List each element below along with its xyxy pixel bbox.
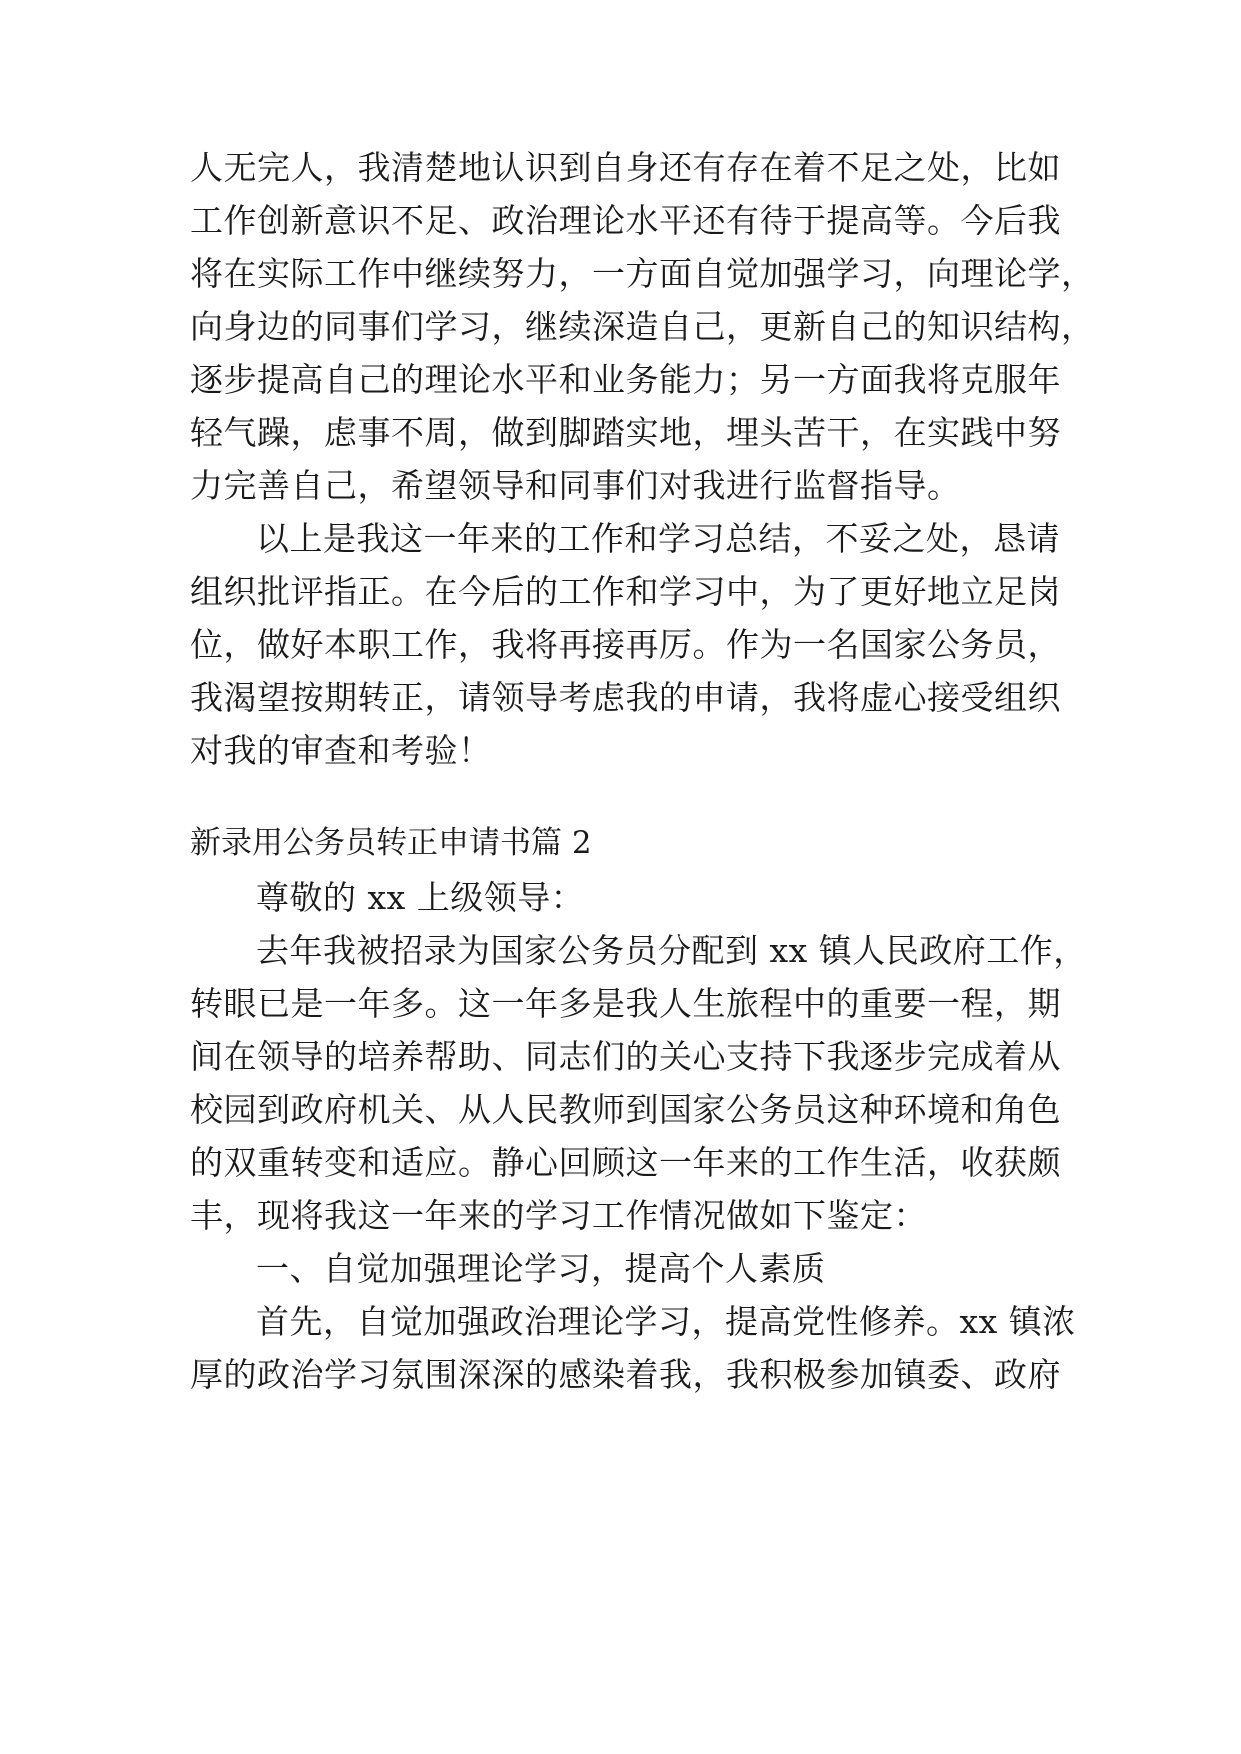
paragraph-line: 位，做好本职工作，我将再接再厉。作为一名国家公务员， [190,625,1061,664]
paragraph-line: 我渴望按期转正，请领导考虑我的申请，我将虚心接受组织 [190,678,1061,717]
subheading: 一、自觉加强理论学习，提高个人素质 [256,1249,826,1288]
paragraph-line: 首先，自觉加强政治理论学习，提高党性修养。xx 镇浓 [256,1302,1076,1341]
paragraph-line: 对我的审查和考验！ [190,731,492,770]
paragraph-line: 转眼已是一年多。这一年多是我人生旅程中的重要一程，期 [190,984,1061,1023]
paragraph-line: 丰，现将我这一年来的学习工作情况做如下鉴定： [190,1196,927,1235]
paragraph-line: 向身边的同事们学习，继续深造自己，更新自己的知识结构， [190,307,1095,346]
paragraph-line: 校园到政府机关、从人民教师到国家公务员这种环境和角色 [190,1090,1061,1129]
paragraph-line: 去年我被招录为国家公务员分配到 xx 镇人民政府工作， [256,931,1087,970]
paragraph-line: 力完善自己，希望领导和同事们对我进行监督指导。 [190,466,961,505]
paragraph-line: 的双重转变和适应。静心回顾这一年来的工作生活，收获颇 [190,1143,1061,1182]
paragraph-line: 工作创新意识不足、政治理论水平还有待于提高等。今后我 [190,201,1061,240]
paragraph-line: 将在实际工作中继续努力，一方面自觉加强学习，向理论学， [190,254,1095,293]
paragraph-line: 间在领导的培养帮助、同志们的关心支持下我逐步完成着从 [190,1037,1061,1076]
paragraph-line: 轻气躁，虑事不周，做到脚踏实地，埋头苦干，在实践中努 [190,413,1061,452]
paragraph-line: 以上是我这一年来的工作和学习总结，不妥之处，恳请 [256,519,1060,558]
salutation: 尊敬的 xx 上级领导： [256,878,585,917]
paragraph-line: 厚的政治学习氛围深深的感染着我，我积极参加镇委、政府 [190,1355,1061,1394]
paragraph-line: 组织批评指正。在今后的工作和学习中，为了更好地立足岗 [190,572,1061,611]
paragraph-line: 逐步提高自己的理论水平和业务能力；另一方面我将克服年 [190,360,1061,399]
paragraph-line: 人无完人，我清楚地认识到自身还有存在着不足之处，比如 [190,148,1061,187]
section-title: 新录用公务员转正申请书篇 2 [190,825,592,861]
